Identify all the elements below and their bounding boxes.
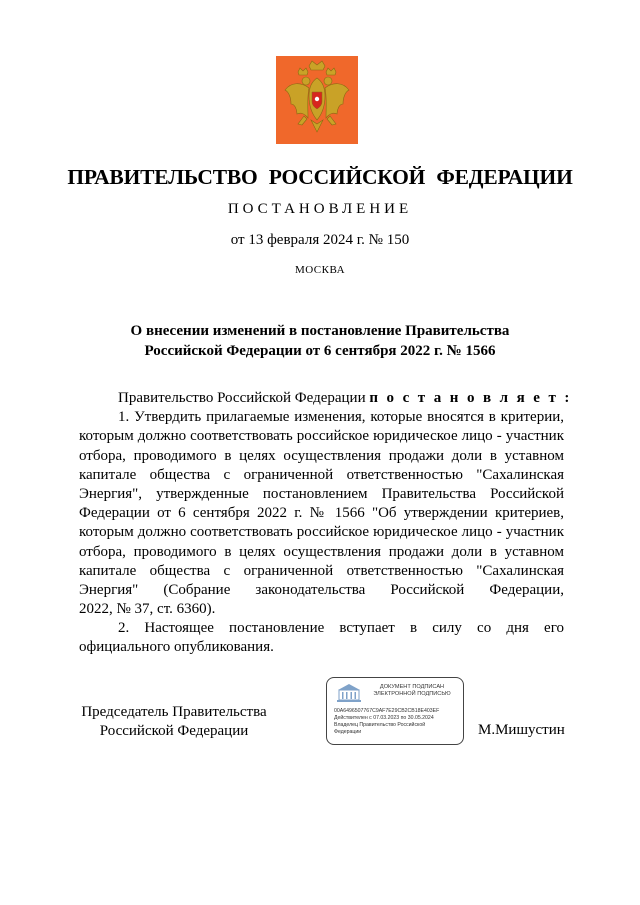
stamp-serial: 00A6496507767C9AF7E29CB2CB18E403EF — [334, 708, 440, 714]
document-city: МОСКВА — [294, 264, 346, 276]
subject-line: Российской Федерации от 6 сентября 2022 г. № 1566 — [144, 342, 496, 359]
paragraph-line: капитале общества с ограниченной ответственностью "Сахалинская — [79, 562, 564, 579]
paragraph-line: официального опубликования. — [79, 639, 274, 656]
paragraph-line: которым должно соответствовать российское юридическое лицо - участник — [79, 524, 564, 541]
document-subject — [0, 322, 640, 361]
signatory-name: М.Мишустин — [478, 722, 565, 738]
paragraph-line: отбора, проводимого в целях осуществления продажи доли в уставном — [79, 543, 564, 560]
government-building-icon — [335, 683, 363, 703]
intro-text: Правительство Российской Федерации — [118, 390, 366, 406]
paragraph-line: 1. Утвердить прилагаемые изменения, которые вносятся в критерии, — [118, 409, 564, 426]
paragraph-line: капитале общества с ограниченной ответственностью "Сахалинская — [79, 466, 564, 483]
signatory-title-line: Председатель Правительства — [81, 704, 267, 720]
signatory-title-line: Российской Федерации — [99, 723, 249, 739]
stamp-title-line: ДОКУМЕНТ ПОДПИСАН — [379, 684, 445, 690]
intro-line — [79, 389, 572, 408]
coat-of-arms-icon — [276, 56, 358, 144]
stamp-title — [367, 684, 457, 698]
document-date-number: от 13 февраля 2024 г. № 150 — [230, 232, 410, 248]
stamp-title-line: ЭЛЕКТРОННОЙ ПОДПИСЬЮ — [373, 691, 451, 697]
paragraph-line: Федерации от 6 сентября 2022 г. № 1566 "Об утверждении критериев, — [79, 505, 564, 522]
stamp-validity: Действителен с 07.03.2023 по 30.05.2024 — [334, 715, 434, 721]
signatory-title — [78, 703, 270, 741]
paragraph-line: Энергия" (Собрание законодательства Российской Федерации, — [79, 581, 564, 598]
electronic-signature-stamp — [326, 677, 464, 745]
intro-emphasis: п о с т а н о в л я е т : — [369, 390, 572, 406]
government-title: ПРАВИТЕЛЬСТВО РОССИЙСКОЙ ФЕДЕРАЦИИ — [67, 165, 573, 189]
subject-line: О внесении изменений в постановление Правительства — [130, 323, 510, 339]
paragraph-line: которым должно соответствовать российское юридическое лицо - участник — [79, 428, 564, 445]
paragraph-line: отбора, проводимого в целях осуществления продажи доли в уставном — [79, 447, 564, 464]
stamp-owner: Федерации — [334, 729, 362, 735]
document-type: ПОСТАНОВЛЕНИЕ — [227, 201, 413, 217]
document-body — [79, 389, 572, 658]
paragraph-line: 2. Настоящее постановление вступает в силу со дня его — [118, 620, 564, 637]
paragraph-line: Энергия", утвержденные постановлением Правительства Российской — [79, 485, 564, 502]
paragraph-line: 2022, № 37, ст. 6360). — [79, 601, 216, 618]
stamp-owner: Владелец Правительство Российской — [334, 722, 426, 728]
